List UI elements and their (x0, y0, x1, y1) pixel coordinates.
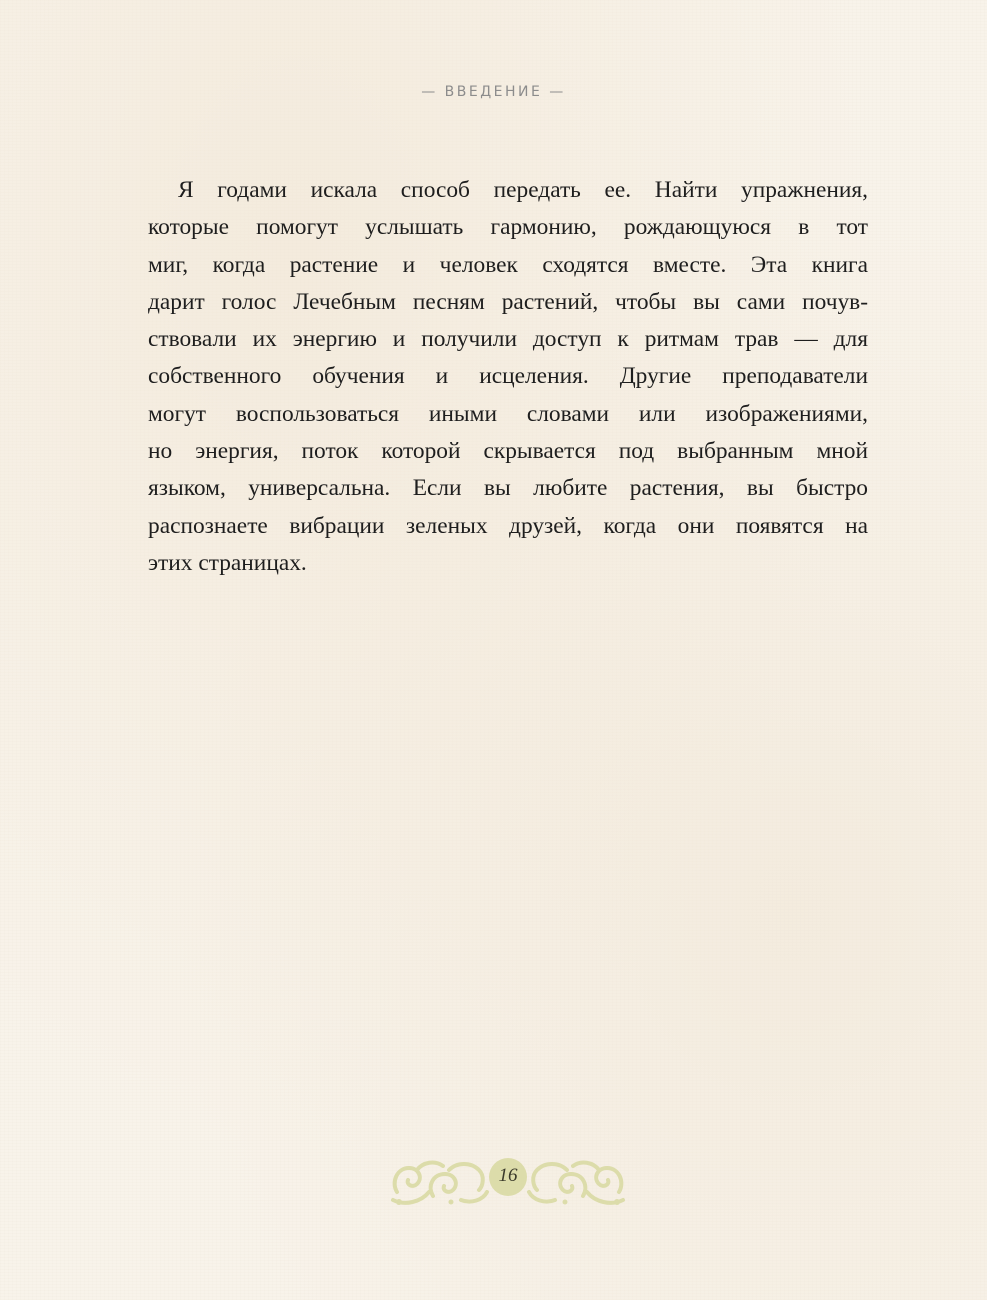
running-head: — ВВЕДЕНИЕ — (421, 84, 566, 100)
text-line: этих страницах. (148, 549, 307, 576)
text-line: собственного обучения и исцеления. Другие преподаватели (148, 363, 868, 390)
text-line: миг, когда растение и человек сходятся вместе. Эта книга (148, 251, 868, 278)
text-line: могут воспользоваться иными словами или изображениями, (148, 400, 868, 427)
page-number: 16 (498, 1165, 518, 1186)
text-line: языком, универсальна. Если вы любите растения, вы быстро (148, 475, 868, 502)
text-line: которые помогут услышать гармонию, рождающуюся в тот (148, 214, 868, 241)
text-line: Я годами искала способ передать ее. Найти упражнения, (178, 177, 868, 203)
body-paragraph (148, 172, 868, 582)
text-line: дарит голос Лечебным песням растений, чтобы вы сами почув- (148, 288, 868, 315)
text-line: ствовали их энергию и получили доступ к ритмам трав — для (148, 326, 868, 353)
text-line: но энергия, поток которой скрывается под выбранным мной (148, 438, 868, 465)
text-line: распознаете вибрации зеленых друзей, когда они появятся на (148, 512, 868, 539)
